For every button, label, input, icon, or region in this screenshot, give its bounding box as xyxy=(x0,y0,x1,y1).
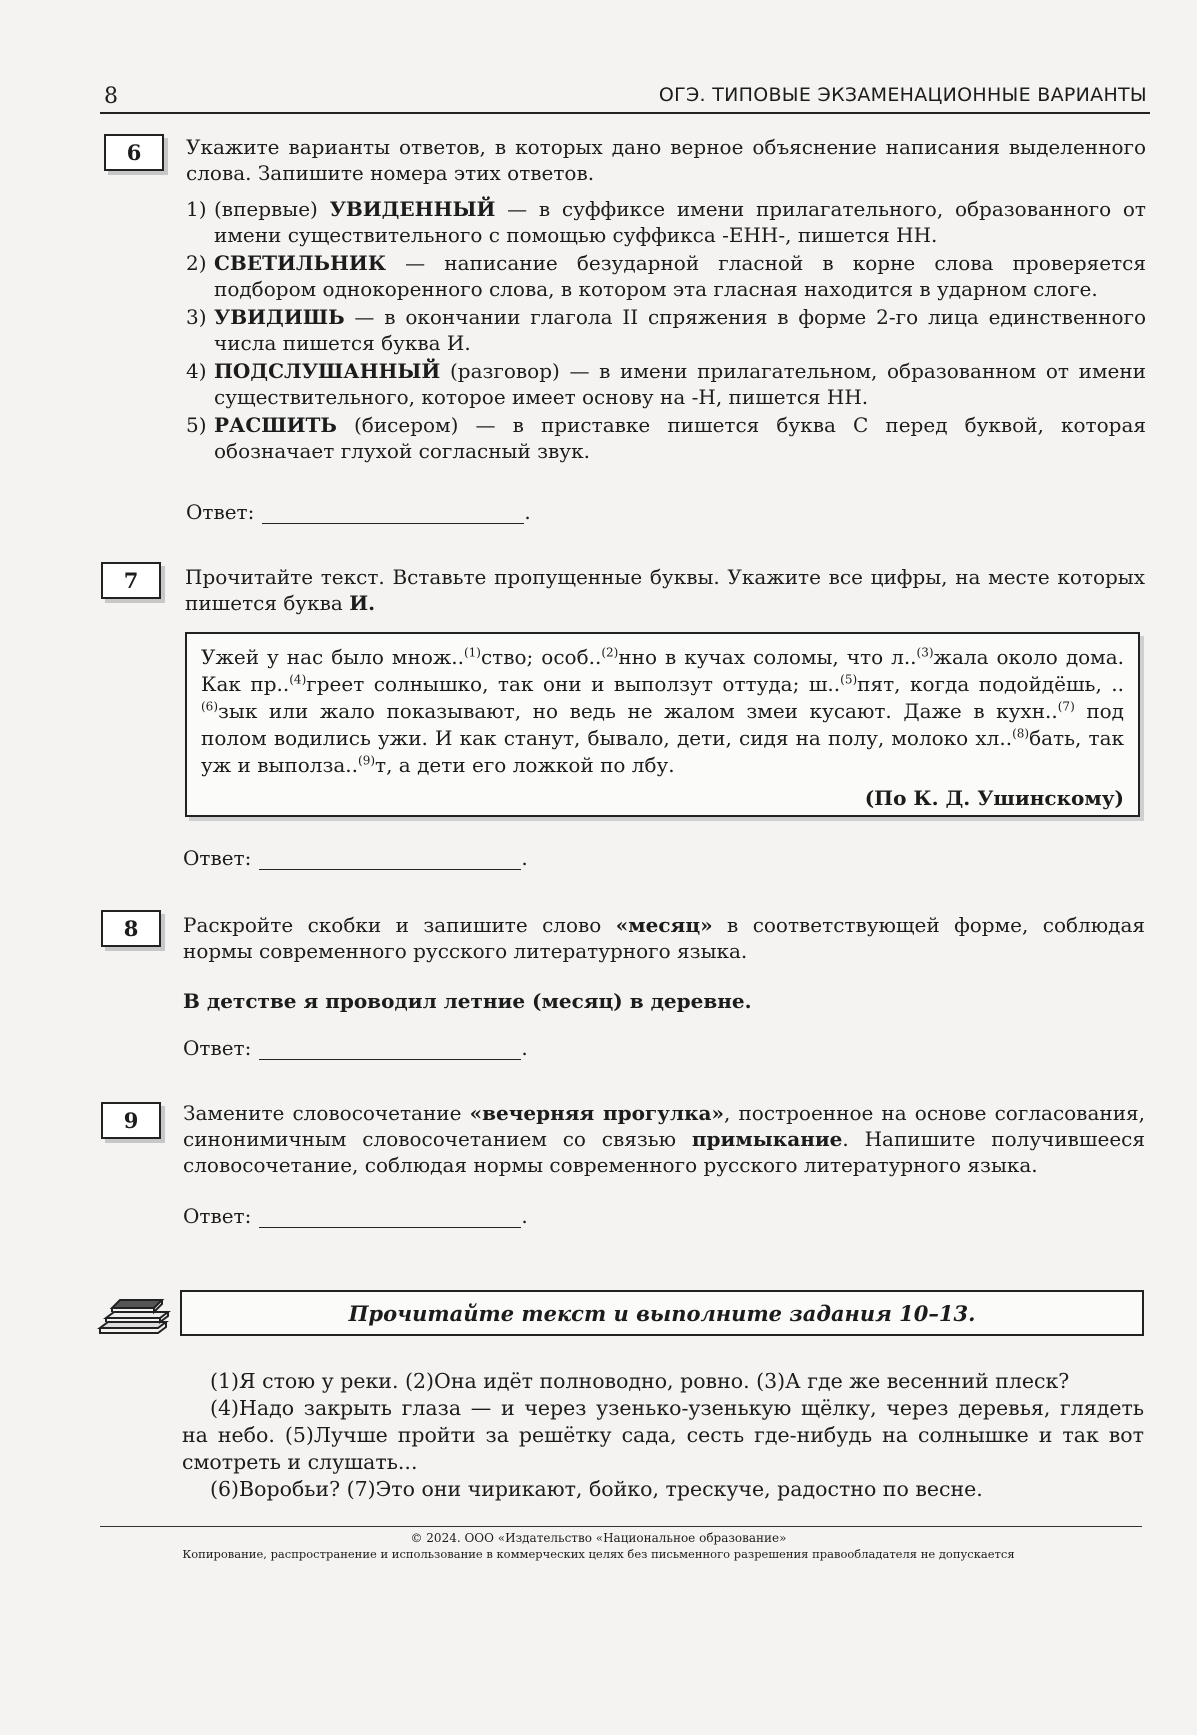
question-7-prompt: Прочитайте текст. Вставьте пропущенные буквы. Укажите все цифры, на месте которых пишется буква И. xyxy=(185,565,1145,615)
reading-banner: Прочитайте текст и выполните задания 10–13. xyxy=(180,1290,1144,1336)
question-6-number: 6 xyxy=(104,134,164,171)
question-8-prompt: Раскройте скобки и запишите слово «месяц» в соответствующей форме, соблюдая нормы современного русского литературного языка. xyxy=(183,913,1146,963)
header-rule xyxy=(100,112,1150,114)
question-7-number: 7 xyxy=(101,562,161,599)
question-6-answer: Ответ: . xyxy=(186,500,531,524)
question-6-option-1: 1) (впервые) УВИДЕННЫЙ — в суффиксе имени прилагательного, образованного от имени существительного с помощью суффикса -ЕНН-, пишется НН. xyxy=(186,197,1146,247)
answer-field[interactable] xyxy=(259,1207,521,1228)
answer-field[interactable] xyxy=(259,849,521,870)
answer-label: Ответ: xyxy=(186,500,255,524)
question-8-number: 8 xyxy=(101,910,161,947)
footer-copyright: © 2024. ООО «Издательство «Национальное образование» xyxy=(410,1531,787,1545)
question-6-prompt: Укажите варианты ответов, в которых дано верное объяснение написания выделенного слова. Запишите номера этих ответов. xyxy=(186,135,1146,185)
question-8-sentence: В детстве я проводил летние (месяц) в деревне. xyxy=(183,989,752,1013)
answer-label: Ответ: xyxy=(183,1204,252,1228)
reading-paragraph: (1)Я стою у реки. (2)Она идёт полноводно, ровно. (3)А где же весенний плеск? xyxy=(210,1369,1070,1393)
question-6 xyxy=(186,134,1146,466)
question-9-answer: Ответ: . xyxy=(183,1204,528,1228)
question-6-option-3: 3) УВИДИШЬ — в окончании глагола II спряжения в форме 2-го лица единственного числа пишется буква И. xyxy=(186,305,1146,355)
answer-field[interactable] xyxy=(259,1039,521,1060)
page-number: 8 xyxy=(104,84,118,109)
question-7-author: (По К. Д. Ушинскому) xyxy=(864,786,1124,810)
answer-field[interactable] xyxy=(262,503,524,524)
reading-text xyxy=(182,1368,1144,1503)
answer-label: Ответ: xyxy=(183,1036,252,1060)
question-9-prompt: Замените словосочетание «вечерняя прогулка», построенное на основе согласования, синонимичным словосочетанием со связью примыкание. Напишите получившееся словосочетание, соблюдая нормы современного русского литературного языка. xyxy=(183,1101,1146,1177)
question-6-option-2: 2) СВЕТИЛЬНИК — написание безударной гласной в корне слова проверяется подбором однокоренного слова, в котором эта гласная находится в ударном слоге. xyxy=(186,251,1146,301)
question-9-number: 9 xyxy=(101,1102,161,1139)
question-6-option-5: 5) РАСШИТЬ (бисером) — в приставке пишется буква С перед буквой, которая обозначает глухой согласный звук. xyxy=(186,413,1146,463)
reading-paragraph: (6)Воробьи? (7)Это они чирикают, бойко, трескуче, радостно по весне. xyxy=(210,1477,983,1501)
question-7-text: Ужей у нас было множ..$^{(1)}$ство; особ..$^{(2)}$нно в кучах соломы, что л..$^{(3)}$жала около дома. Как пр..$^{(4)}$греет солнышко, так они и выползут оттуда; ш..$^{(5)}$пят, когда подойдёшь, ..$^{(6)}$зык или жало показывают, но ведь не жалом змеи кусают. Даже в кухн..$^{(7)}$ под полом водились ужи. И как станут, бывало, дети, сидя на полу, молоко хл..$^{(8)}$бать, так уж и выполза..$^{(9)}$т, а дети его ложкой по лбу. xyxy=(201,645,1125,777)
books-icon xyxy=(96,1288,172,1336)
question-8-answer: Ответ: . xyxy=(183,1036,528,1060)
footer-rule xyxy=(100,1526,1142,1527)
question-7-text-box xyxy=(185,632,1140,817)
running-title: ОГЭ. ТИПОВЫЕ ЭКЗАМЕНАЦИОННЫЕ ВАРИАНТЫ xyxy=(658,84,1147,106)
question-6-option-4: 4) ПОДСЛУШАННЫЙ (разговор) — в имени прилагательном, образованном от имени существительного, которое имеет основу на -Н, пишется НН. xyxy=(186,359,1146,409)
reading-paragraph: (4)Надо закрыть глаза — и через узенько-узенькую щёлку, через деревья, глядеть на небо. (5)Лучше пройти за решётку сада, сесть где-нибудь на солнышке и так вот смотреть и слушать... xyxy=(182,1396,1144,1474)
footer-notice: Копирование, распространение и использование в коммерческих целях без письменного разрешения правообладателя не допускается xyxy=(182,1547,1015,1561)
question-7-answer: Ответ: . xyxy=(183,846,528,870)
answer-label: Ответ: xyxy=(183,846,252,870)
